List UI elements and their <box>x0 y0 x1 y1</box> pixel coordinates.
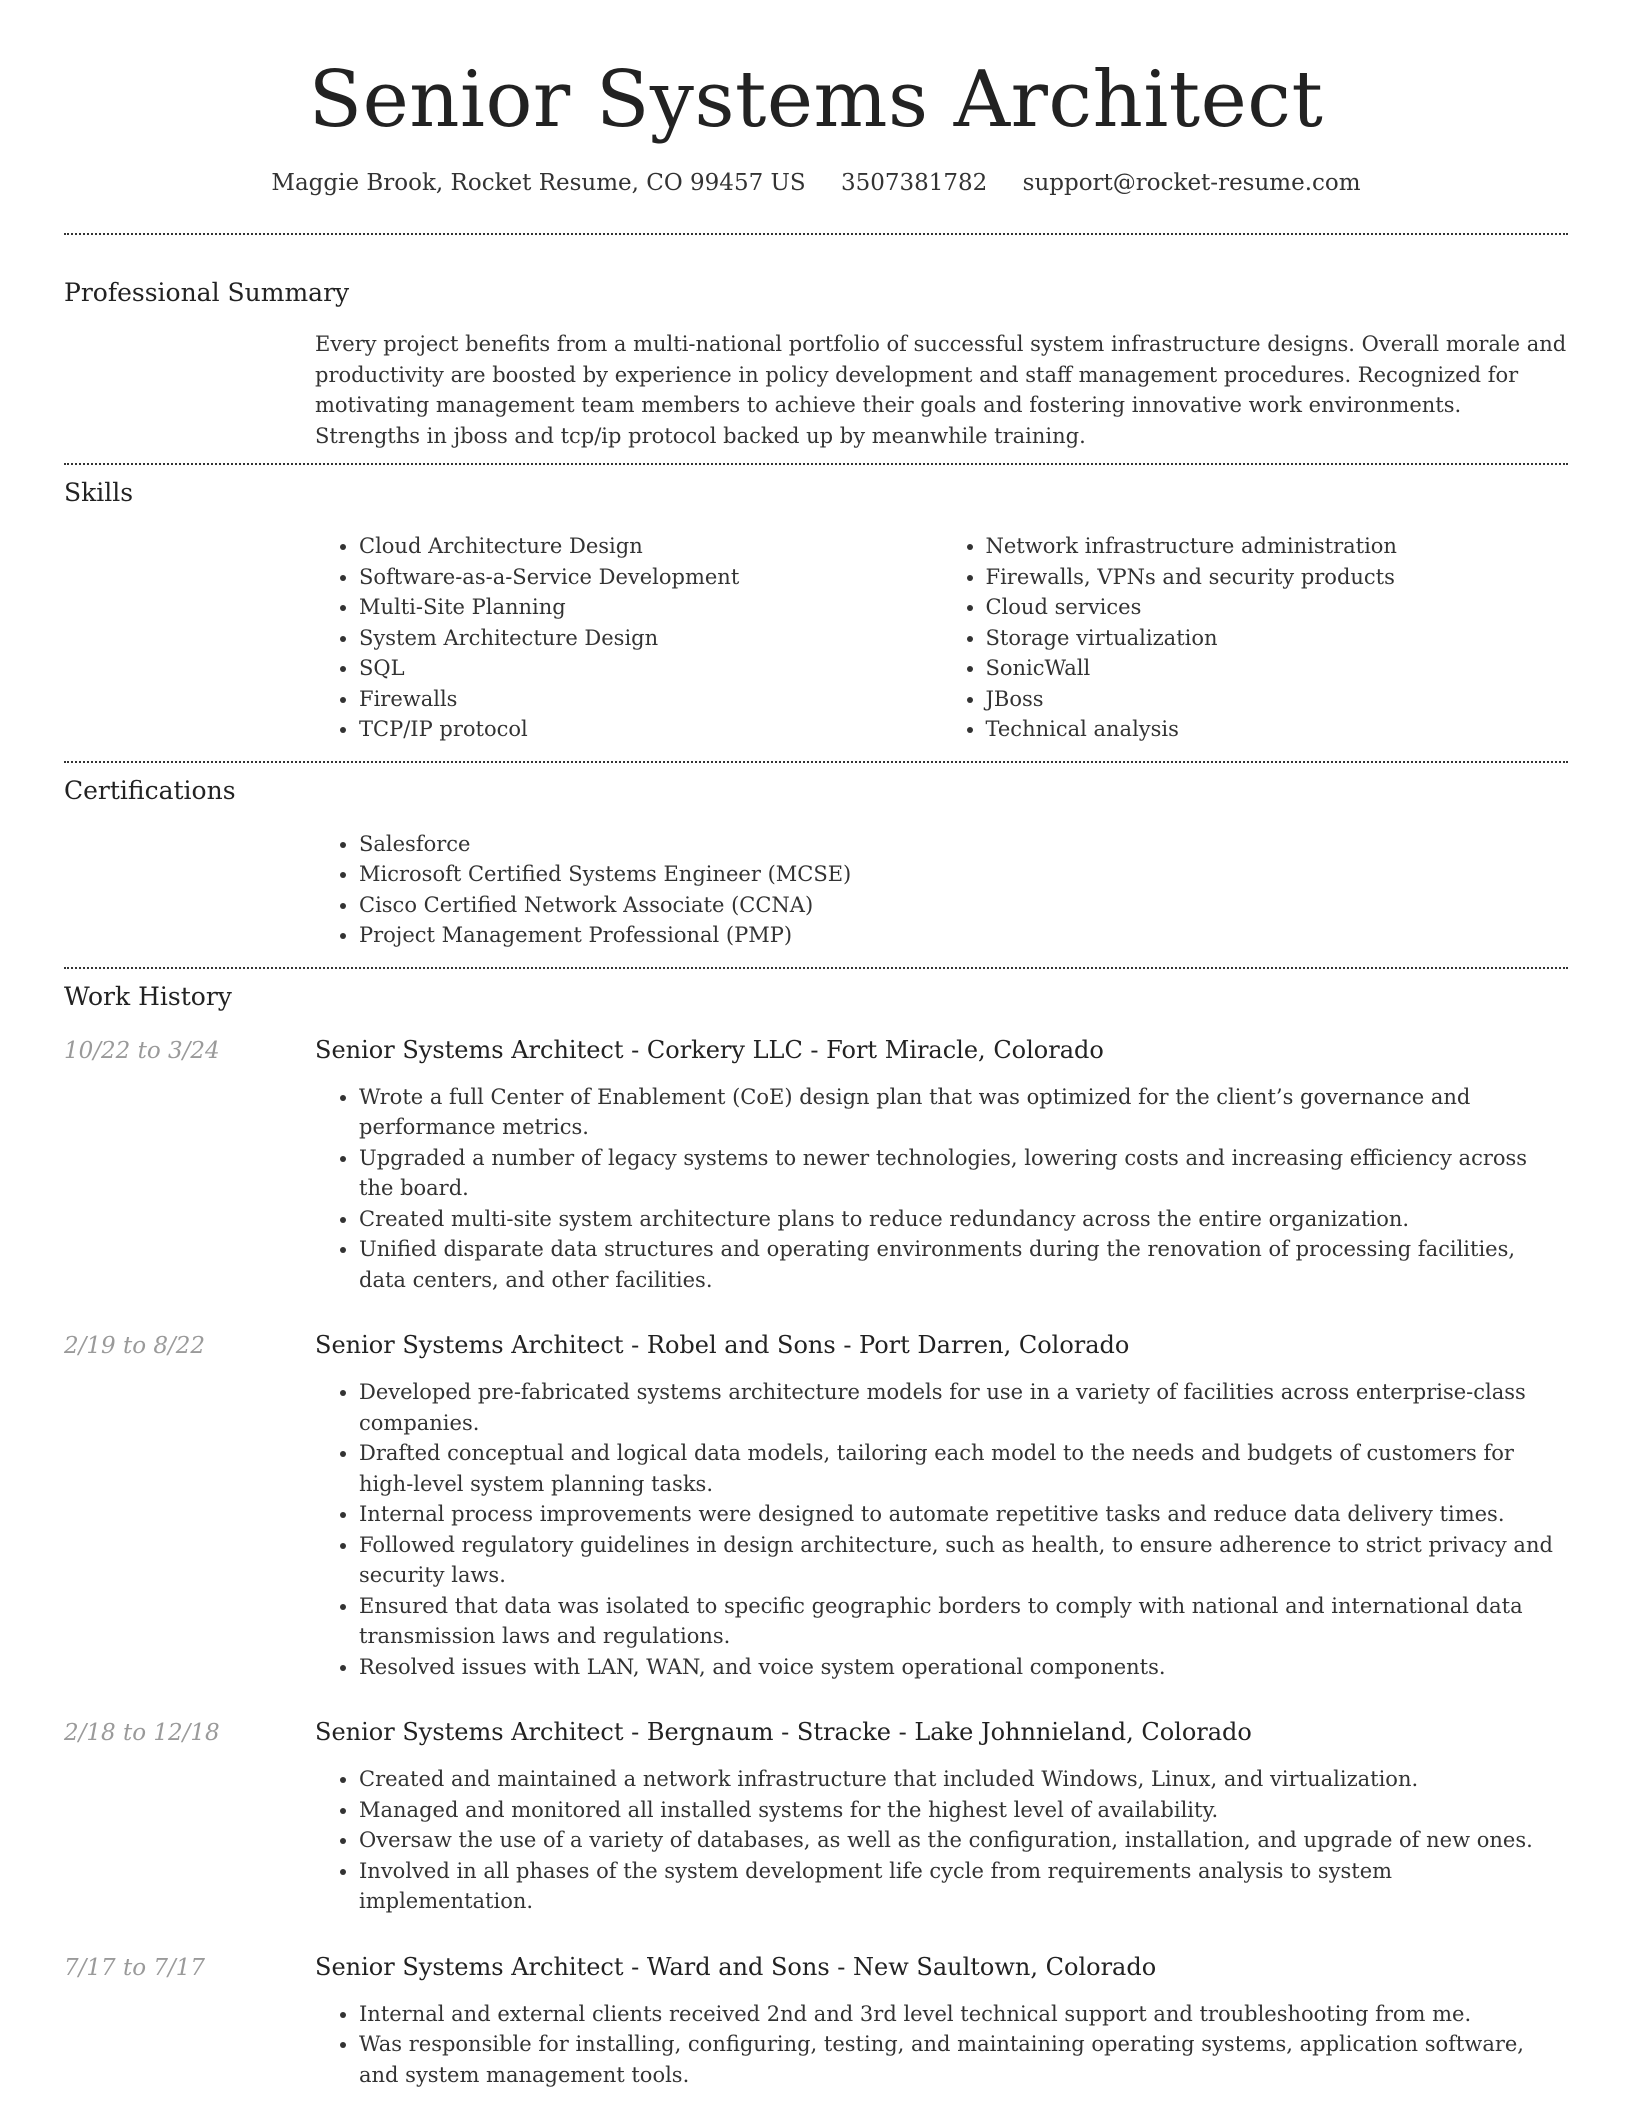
skill-item: • Firewalls, VPNs and security products <box>986 562 1569 593</box>
skill-item: • SonicWall <box>986 653 1569 684</box>
summary-body <box>315 329 1568 451</box>
job-dates: 2/18 to 12/18 <box>64 1720 220 1746</box>
skill-item: • Technical analysis <box>986 714 1569 745</box>
job-bullets <box>315 1377 1568 1682</box>
job-header <box>64 1330 1568 1361</box>
certification-item: • Project Management Professional (PMP) <box>359 920 1568 951</box>
certifications-section <box>64 775 1568 951</box>
job-dates: 10/22 to 3/24 <box>64 1037 220 1064</box>
job-bullet-list <box>315 1377 1568 1682</box>
skill-item: • JBoss <box>986 684 1569 715</box>
job-dates: 7/17 to 7/17 <box>64 1954 206 1981</box>
skills-list <box>315 531 1568 745</box>
skills-left-column <box>315 531 942 745</box>
job-bullet: • Resolved issues with LAN, WAN, and voice system operational components. <box>359 1652 1568 1683</box>
divider <box>64 761 1568 763</box>
skills-right-column <box>942 531 1569 745</box>
certification-item: • Microsoft Certified Systems Engineer (MCSE) <box>359 859 1568 890</box>
job-title: Senior Systems Architect - Ward and Sons - New Saultown, Colorado <box>315 1952 1157 1981</box>
skill-item: • SQL <box>359 653 942 684</box>
job-bullets <box>315 1999 1568 2091</box>
skill-item: • Network infrastructure administration <box>986 531 1569 562</box>
resume-page <box>64 0 1568 2090</box>
job-title: Senior Systems Architect - Corkery LLC - Fort Miracle, Colorado <box>315 1035 1104 1064</box>
job-bullet: • Drafted conceptual and logical data models, tailoring each model to the needs and budgets of customers for high-level system planning tasks. <box>359 1438 1568 1499</box>
skills-title: Skills <box>64 478 134 507</box>
job-bullet: • Followed regulatory guidelines in design architecture, such as health, to ensure adherence to strict privacy and security laws. <box>359 1530 1568 1591</box>
job-title: Senior Systems Architect - Bergnaum - Stracke - Lake Johnnieland, Colorado <box>315 1718 1252 1746</box>
job-header <box>64 1035 1568 1066</box>
job-bullet: • Was responsible for installing, configuring, testing, and maintaining operating systems, application software, and system management tools. <box>359 2029 1568 2090</box>
skill-item: • Cloud Architecture Design <box>359 531 942 562</box>
job-bullet: • Created and maintained a network infrastructure that included Windows, Linux, and virtualization. <box>359 1764 1568 1795</box>
job-bullet-list <box>315 1082 1568 1296</box>
job-bullet: • Internal and external clients received 2nd and 3rd level technical support and troubleshooting from me. <box>359 1999 1568 2030</box>
skill-item: • Software-as-a-Service Development <box>359 562 942 593</box>
job-bullet: • Upgraded a number of legacy systems to newer technologies, lowering costs and increasing efficiency across the board. <box>359 1143 1568 1204</box>
contact-address: Maggie Brook, Rocket Resume, CO 99457 US <box>271 170 806 196</box>
job-bullet-list <box>315 1999 1568 2091</box>
certifications-title: Certifications <box>64 775 236 805</box>
skill-item: • Firewalls <box>359 684 942 715</box>
certification-item: • Salesforce <box>359 829 1568 860</box>
skill-item: • TCP/IP protocol <box>359 714 942 745</box>
skill-item: • Cloud services <box>986 592 1569 623</box>
contact-email[interactable]: support@rocket-resume.com <box>1022 170 1361 196</box>
job-bullet: • Managed and monitored all installed systems for the highest level of availability. <box>359 1795 1568 1826</box>
summary-section <box>64 277 1568 451</box>
skills-section <box>64 477 1568 745</box>
divider <box>64 967 1568 969</box>
skill-item: • System Architecture Design <box>359 623 942 654</box>
certification-item: • Cisco Certified Network Associate (CCNA) <box>359 890 1568 921</box>
job-bullets <box>315 1082 1568 1296</box>
divider <box>64 463 1568 465</box>
job-dates: 2/19 to 8/22 <box>64 1333 206 1359</box>
resume-name: Senior Systems Architect <box>308 55 1324 145</box>
summary-text: Every project benefits from a multi-national portfolio of successful system infrastructure designs. Overall morale and productivity are boosted by experience in policy development and staff management procedures. Recognized for motivating management team members to achieve their goals and fostering innovative work environments. Strengths in jboss and tcp/ip protocol backed up by meanwhile training. <box>315 332 1567 448</box>
work-history-section <box>64 981 1568 2091</box>
job-bullet: • Created multi-site system architecture plans to reduce redundancy across the entire organization. <box>359 1204 1568 1235</box>
contact-phone: 3507381782 <box>840 170 988 196</box>
job-bullet: • Wrote a full Center of Enablement (CoE) design plan that was optimized for the client’s governance and performance metrics. <box>359 1082 1568 1143</box>
divider <box>64 233 1568 235</box>
skill-item: • Storage virtualization <box>986 623 1569 654</box>
job-header <box>64 1952 1568 1983</box>
summary-title: Professional Summary <box>64 278 350 307</box>
job-entry <box>64 1330 1568 1682</box>
job-entry <box>64 1717 1568 1917</box>
job-title: Senior Systems Architect - Robel and Sons - Port Darren, Colorado <box>315 1331 1130 1359</box>
job-bullets <box>315 1764 1568 1917</box>
skill-item: • Multi-Site Planning <box>359 592 942 623</box>
certifications-list <box>315 829 1568 951</box>
job-entry <box>64 1952 1568 2091</box>
job-bullet: • Unified disparate data structures and operating environments during the renovation of processing facilities, data centers, and other facilities. <box>359 1234 1568 1295</box>
contact-line <box>64 168 1568 198</box>
work-history-title: Work History <box>64 981 232 1011</box>
job-entry <box>64 1035 1568 1296</box>
job-bullet: • Internal process improvements were designed to automate repetitive tasks and reduce data delivery times. <box>359 1499 1568 1530</box>
job-bullet: • Developed pre-fabricated systems architecture models for use in a variety of facilities across enterprise-class companies. <box>359 1377 1568 1438</box>
job-bullet-list <box>315 1764 1568 1917</box>
job-bullet: • Involved in all phases of the system development life cycle from requirements analysis to system implementation. <box>359 1856 1568 1917</box>
job-bullet: • Oversaw the use of a variety of databases, as well as the configuration, installation, and upgrade of new ones. <box>359 1825 1568 1856</box>
job-bullet: • Ensured that data was isolated to specific geographic borders to comply with national and international data transmission laws and regulations. <box>359 1591 1568 1652</box>
job-header <box>64 1717 1568 1748</box>
certifications-body <box>315 829 1568 951</box>
